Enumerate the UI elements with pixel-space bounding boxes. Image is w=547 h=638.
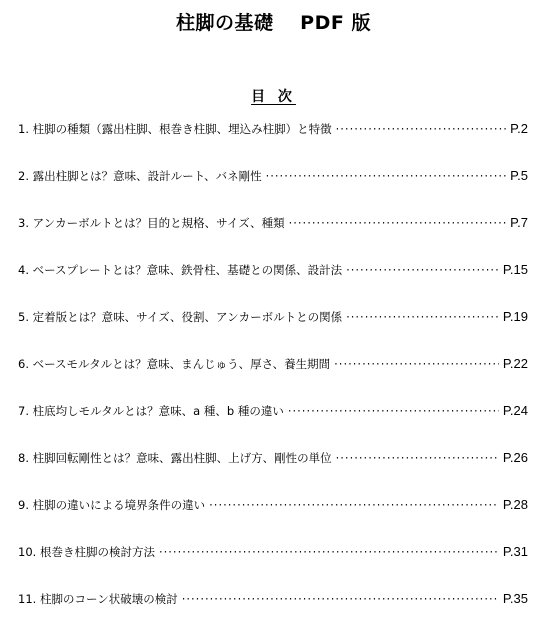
toc-entry-label: 6. ベースモルタルとは？意味、まんじゅう、厚さ、養生期間	[18, 357, 331, 371]
toc-entry	[18, 262, 528, 309]
toc-dot-leader	[289, 216, 507, 230]
toc-entry	[18, 403, 528, 450]
toc-dot-leader	[182, 592, 499, 606]
toc-entry-page: P.35	[502, 591, 528, 606]
toc-entry-label: 3. アンカーボルトとは？目的と規格、サイズ、種類	[18, 216, 285, 230]
toc-heading-text: 目 次	[251, 89, 296, 105]
toc-entry-label: 7. 柱底均しモルタルとは？意味、a 種、b 種の違い	[18, 404, 284, 418]
toc-dot-leader	[209, 498, 499, 512]
toc-dot-leader	[346, 263, 499, 277]
toc-dot-leader	[334, 357, 499, 371]
toc-dot-leader	[346, 310, 499, 324]
toc-entry	[18, 356, 528, 403]
toc-entry-page: P.19	[502, 309, 528, 324]
toc-entry	[18, 309, 528, 356]
toc-entry-label: 10. 根巻き柱脚の検討方法	[18, 545, 155, 559]
toc-dot-leader	[159, 545, 499, 559]
toc-heading	[0, 86, 547, 106]
toc-dot-leader	[336, 451, 499, 465]
toc-entry-label: 8. 柱脚回転剛性とは？意味、露出柱脚、上げ方、剛性の単位	[18, 451, 332, 465]
toc-entry-page: P.7	[510, 215, 528, 230]
toc-entry-page: P.26	[502, 450, 528, 465]
toc-entry-label: 2. 露出柱脚とは？意味、設計ルート、バネ剛性	[18, 169, 262, 183]
toc-entry-label: 1. 柱脚の種類（露出柱脚、根巻き柱脚、埋込み柱脚）と特徴	[18, 122, 332, 136]
toc-entry-label: 11. 柱脚のコーン状破壊の検討	[18, 592, 178, 606]
toc-dot-leader	[266, 169, 507, 183]
toc-entry	[18, 121, 528, 168]
document-title: 柱脚の基礎 PDF 版	[176, 12, 371, 34]
toc-entry	[18, 591, 528, 638]
toc-entry-page: P.24	[502, 403, 528, 418]
toc-entry	[18, 544, 528, 591]
toc-entry	[18, 215, 528, 262]
toc-entry-page: P.28	[502, 497, 528, 512]
toc-entry	[18, 168, 528, 215]
toc-entry-page: P.15	[502, 262, 528, 277]
toc-dot-leader	[336, 122, 507, 136]
toc-entry-page: P.2	[510, 121, 528, 136]
toc-dot-leader	[288, 404, 499, 418]
toc-entry	[18, 450, 528, 497]
toc-entry-page: P.5	[510, 168, 528, 183]
table-of-contents	[18, 121, 528, 638]
toc-entry-label: 5. 定着版とは？意味、サイズ、役割、アンカーボルトとの関係	[18, 310, 343, 324]
toc-entry-label: 4. ベースプレートとは？意味、鉄骨柱、基礎との関係、設計法	[18, 263, 343, 277]
toc-entry-label: 9. 柱脚の違いによる境界条件の違い	[18, 498, 206, 512]
toc-entry-page: P.31	[502, 544, 528, 559]
toc-entry-page: P.22	[502, 356, 528, 371]
toc-entry	[18, 497, 528, 544]
